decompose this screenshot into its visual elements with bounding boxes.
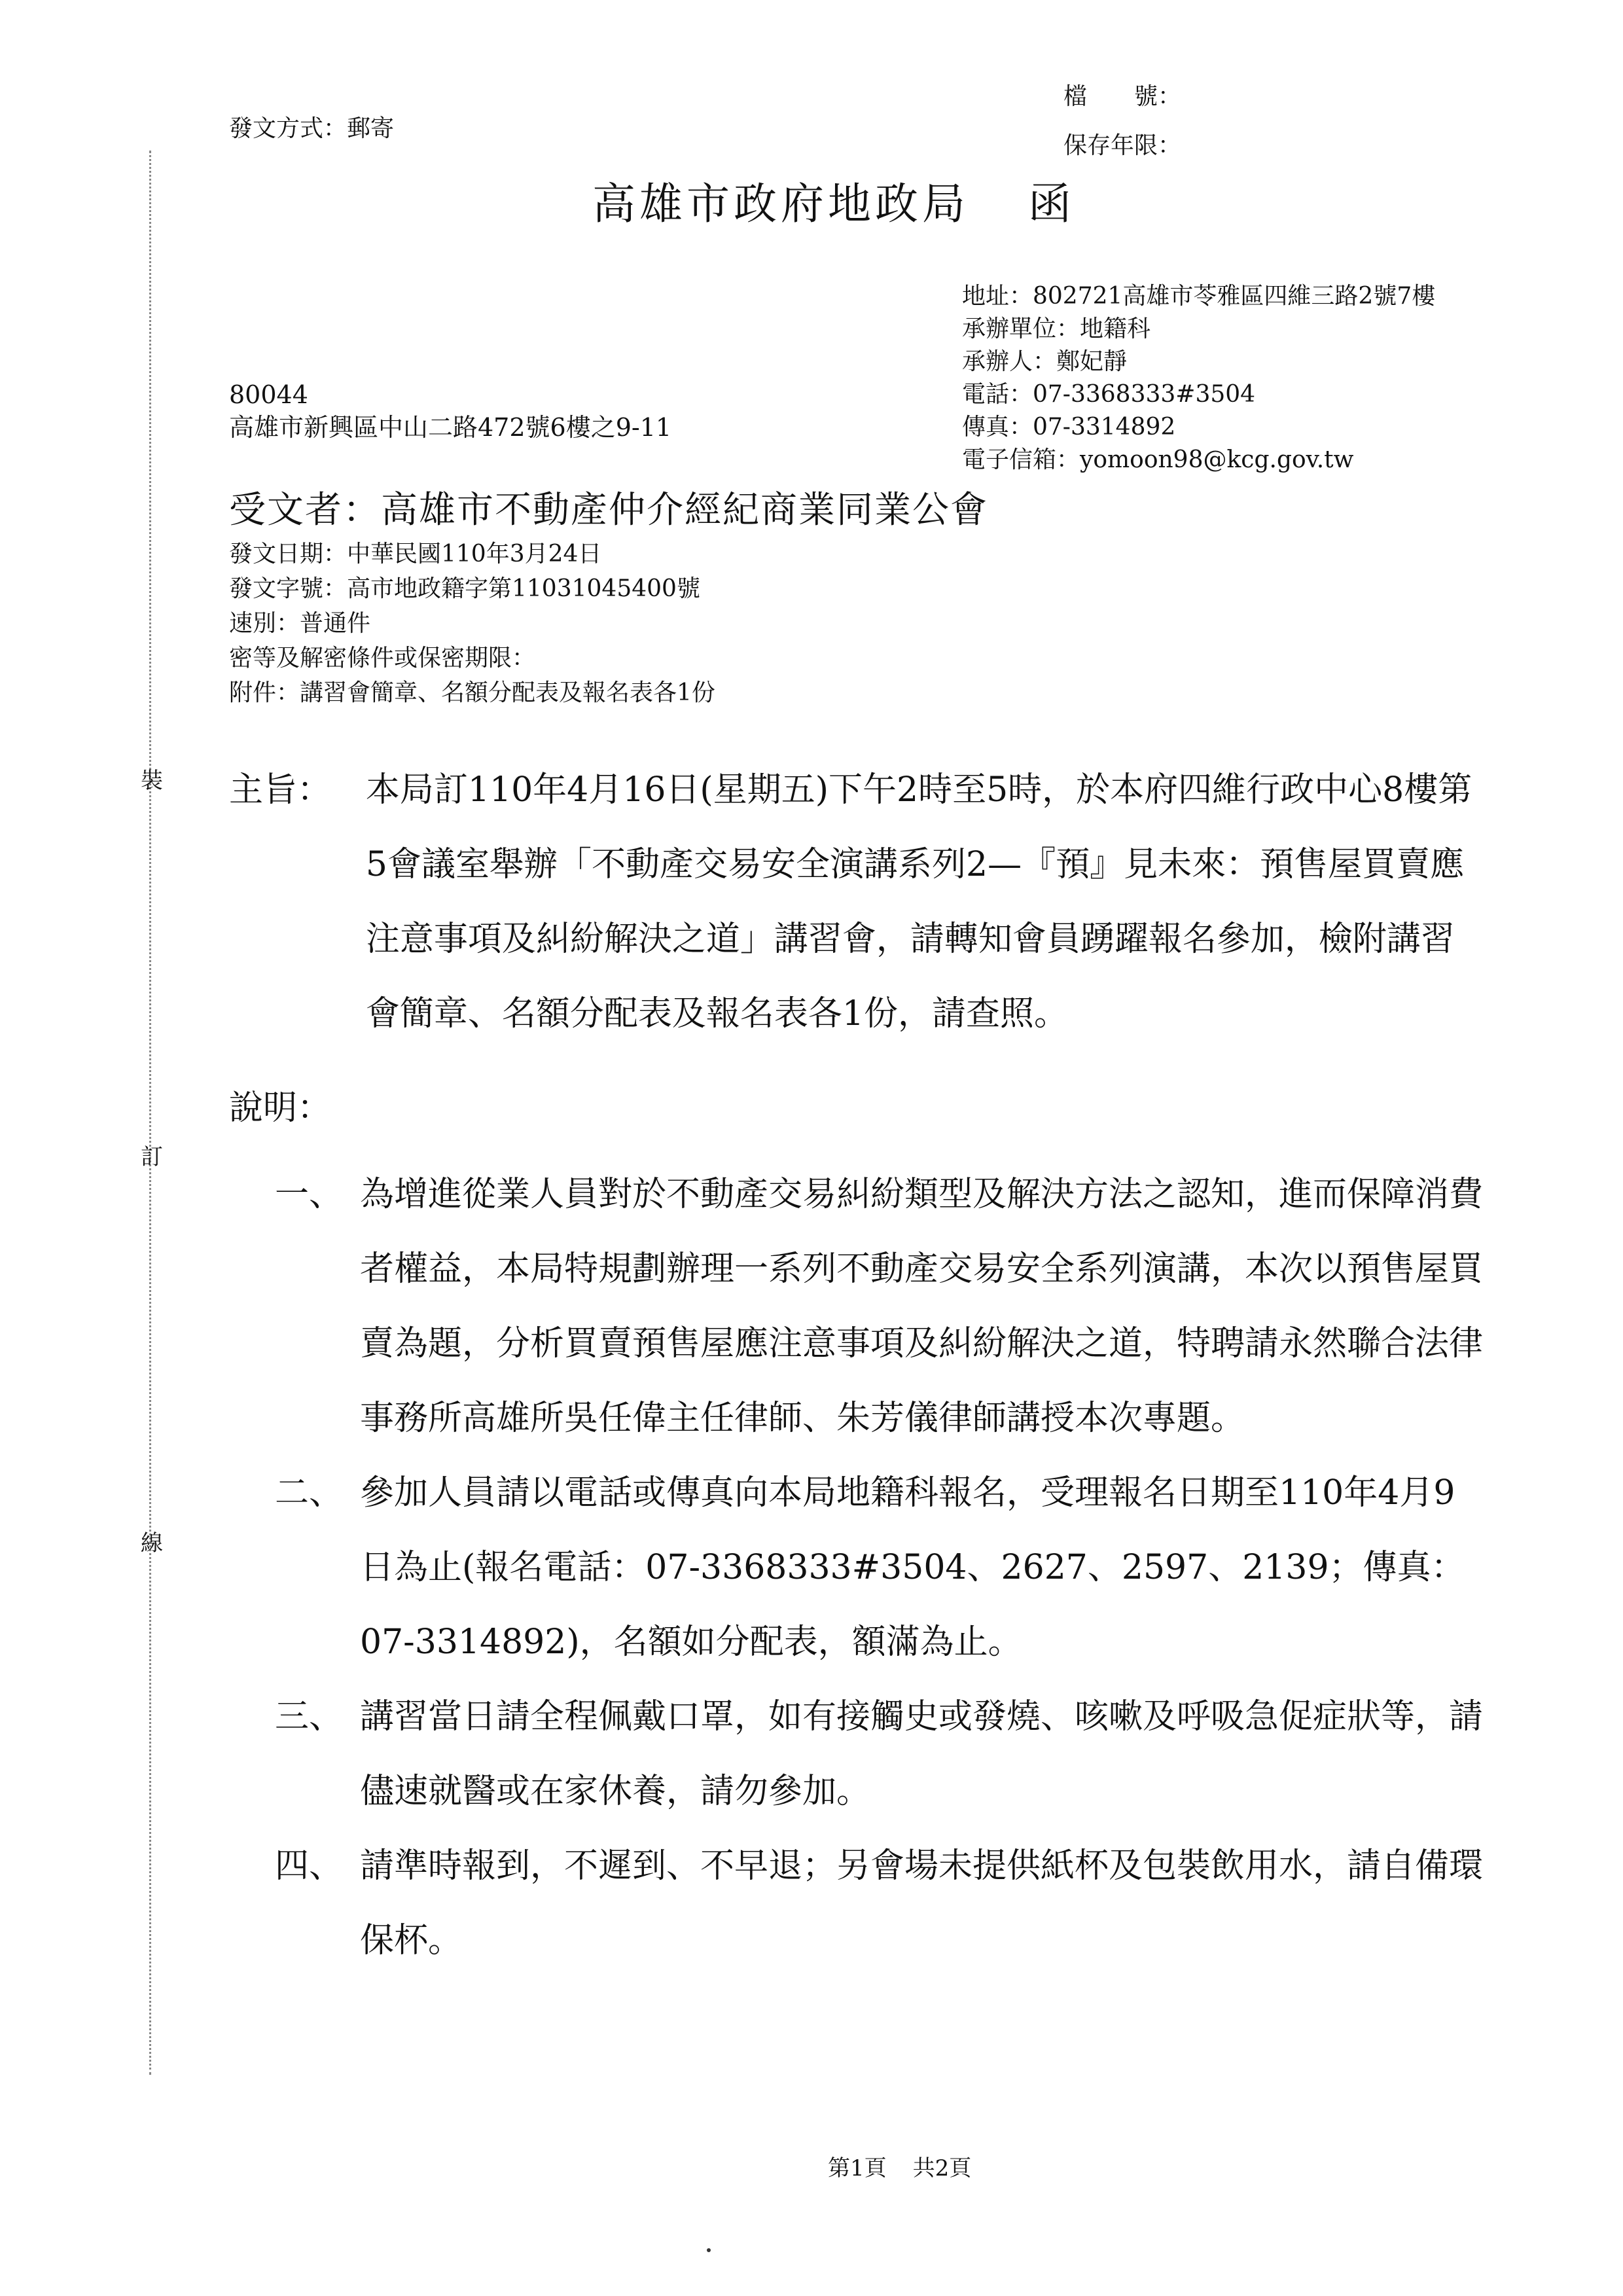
- item-text: 請準時報到，不遲到、不早退；另會場未提供紙杯及包裝飲用水，請自備環保杯。: [360, 1846, 1484, 1960]
- item-text: 為增進從業人員對於不動產交易糾紛類型及解決方法之認知，進而保障消費者權益，本局特規劃辦理一系列不動產交易安全系列演講，本次以預售屋買賣為題，分析買賣預售屋應注意事項及糾紛解決之道，特聘請永然聯合法律事務所高雄所吳任偉主任律師、朱芳儀律師講授本次專題。: [360, 1175, 1484, 1438]
- binding-dotted-line: [149, 151, 151, 2075]
- recipient: 受文者：高雄市不動產仲介經紀商業同業公會: [229, 489, 988, 531]
- item-number: 四、: [275, 1846, 344, 1886]
- scan-speck: [707, 2248, 711, 2252]
- sender-contact-block: [962, 280, 1435, 476]
- sender-phone: 電話：07-3368333#3504: [962, 381, 1256, 408]
- sender-handler: 承辦人：鄭妃靜: [962, 348, 1128, 375]
- subject-label: 主旨：: [229, 770, 332, 810]
- file-meta: [1063, 72, 1181, 170]
- sender-email: 電子信箱：yomoon98@kcg.gov.tw: [962, 446, 1354, 473]
- file-number-label: 檔 號：: [1063, 83, 1182, 110]
- page-footer: [828, 2150, 997, 2182]
- explanation-item: [275, 1679, 1492, 1829]
- page-number: 第1頁: [828, 2155, 887, 2181]
- explanation-items: [275, 1157, 1492, 1978]
- binding-mark-zhuang: 裝: [141, 768, 163, 794]
- document-title: [592, 169, 1075, 231]
- binding-mark-xian: 線: [141, 1530, 163, 1556]
- item-number: 二、: [275, 1473, 344, 1513]
- document-kind: 函: [1028, 179, 1075, 229]
- recipient-postal-code: 80044: [229, 380, 308, 409]
- sender-unit: 承辦單位：地籍科: [962, 315, 1151, 342]
- recipient-address: 高雄市新興區中山二路472號6樓之9-11: [229, 413, 672, 442]
- explanation-item: [275, 1157, 1492, 1456]
- sender-fax: 傳真：07-3314892: [962, 414, 1176, 440]
- item-number: 一、: [275, 1175, 344, 1214]
- item-number: 三、: [275, 1697, 344, 1736]
- speed-class: 速別：普通件: [229, 610, 371, 637]
- secrecy-level: 密等及解密條件或保密期限：: [229, 645, 536, 672]
- subject-text: 本局訂110年4月16日(星期五)下午2時至5時，於本府四維行政中心8樓第5會議室舉辦「不動產交易安全演講系列2—『預』見未來：預售屋買賣應注意事項及糾紛解決之道」講習會，請轉知會員踴躍報名參加，檢附講習會簡章、名額分配表及報名表各1份，請查照。: [365, 770, 1472, 1033]
- page-total: 共2頁: [912, 2155, 972, 2181]
- item-text: 講習當日請全程佩戴口罩，如有接觸史或發燒、咳嗽及呼吸急促症狀等，請儘速就醫或在家休養，請勿參加。: [360, 1697, 1484, 1811]
- document-info: [229, 537, 715, 710]
- explanation-item: [275, 1456, 1492, 1679]
- sender-address: 地址：802721高雄市苓雅區四維三路2號7樓: [962, 283, 1436, 310]
- send-method: 發文方式：郵寄: [229, 115, 395, 142]
- document-number: 發文字號：高市地政籍字第11031045400號: [229, 575, 700, 602]
- explanation-label: 說明：: [229, 1088, 332, 1128]
- binding-mark-ding: 訂: [141, 1144, 163, 1170]
- attachments: 附件：講習會簡章、名額分配表及報名表各1份: [229, 679, 715, 706]
- item-text: 參加人員請以電話或傳真向本局地籍科報名，受理報名日期至110年4月9日為止(報名電話：07-3368333#3504、2627、2597、2139；傳真：07-3314892)，名額如分配表，額滿為止。: [360, 1473, 1465, 1662]
- agency-name: 高雄市政府地政局: [592, 179, 969, 229]
- issue-date: 發文日期：中華民國110年3月24日: [229, 541, 602, 567]
- subject-section: [229, 753, 1486, 1051]
- explanation-item: [275, 1829, 1492, 1978]
- retention-label: 保存年限：: [1063, 132, 1182, 159]
- recipient-address-block: [229, 378, 671, 444]
